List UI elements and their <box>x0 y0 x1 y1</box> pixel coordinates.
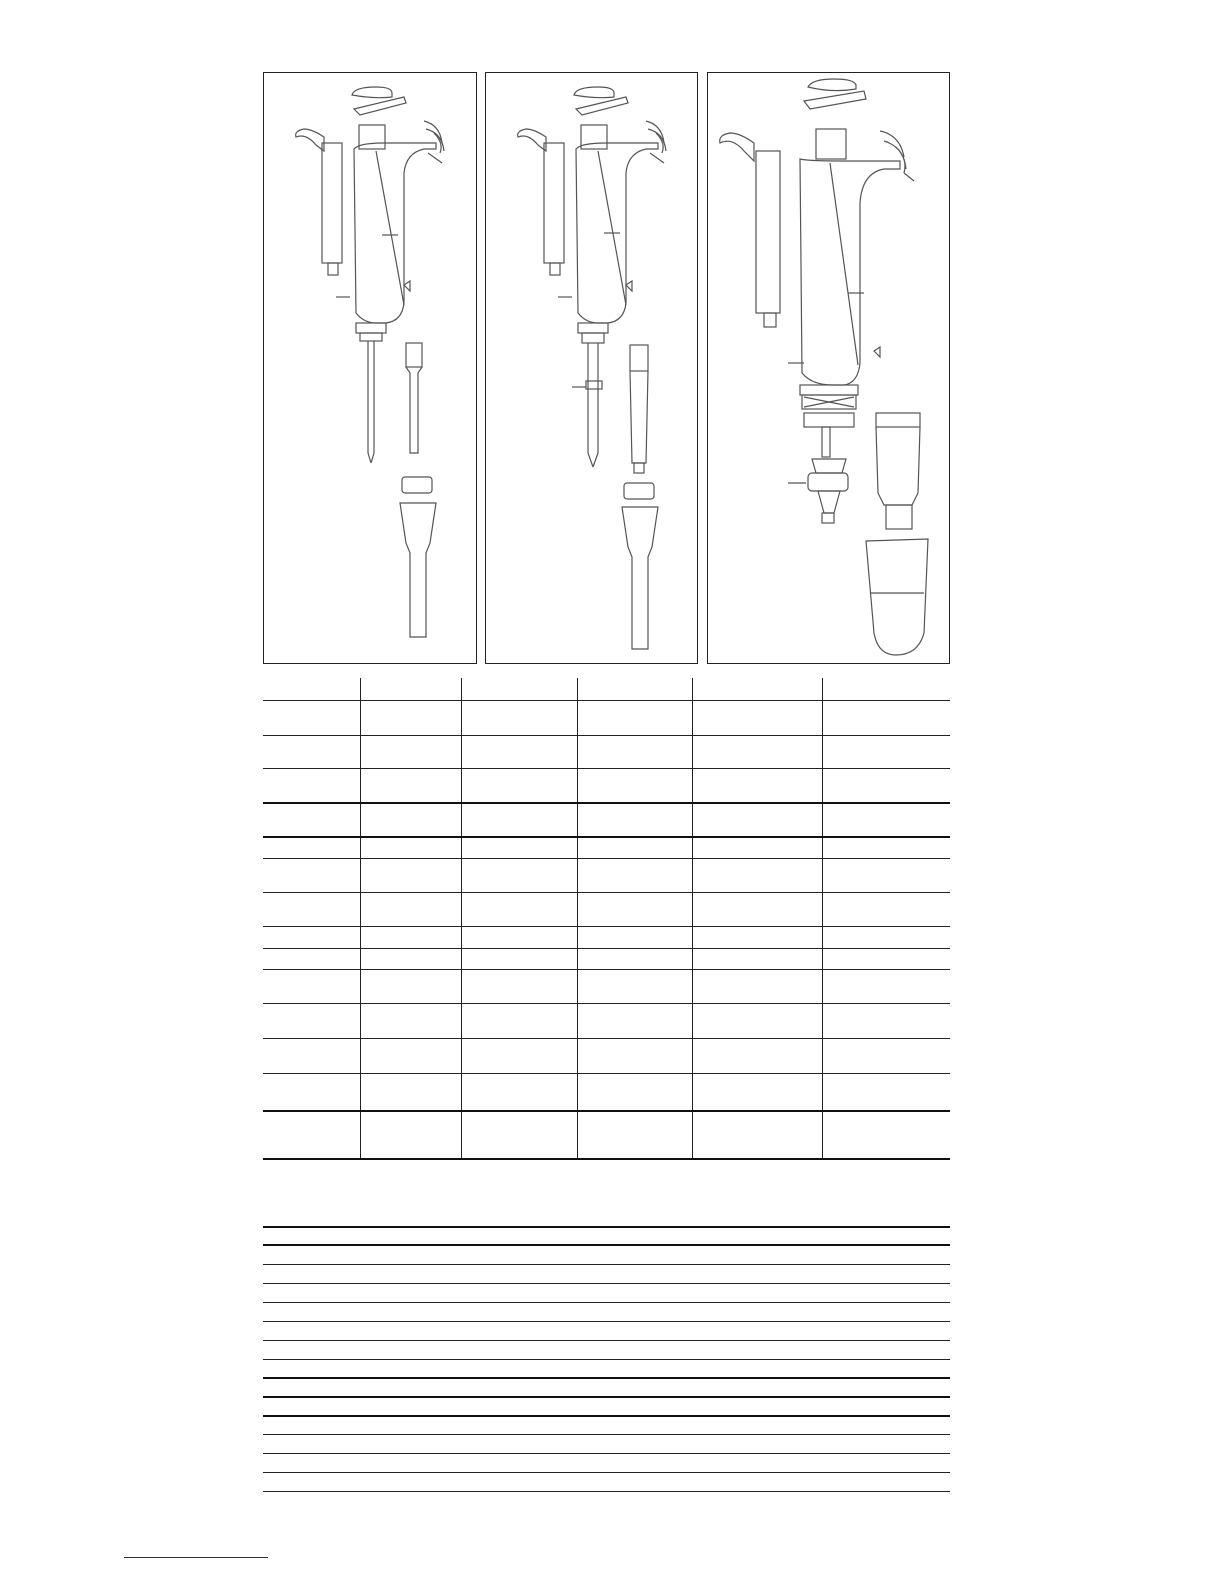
column-divider-4 <box>692 678 693 1160</box>
lower-table-row-rule <box>263 1244 950 1246</box>
table-row-rule <box>263 802 950 804</box>
lower-table-row-rule <box>263 1302 950 1303</box>
column-divider-3 <box>577 678 578 1160</box>
figure-panel-2 <box>485 72 698 664</box>
lower-table-row-rule <box>263 1359 950 1360</box>
table-row-rule <box>263 858 950 859</box>
lower-table-row-rule <box>263 1396 950 1398</box>
lower-table-top-rule <box>263 1226 950 1228</box>
lower-table-row-rule <box>263 1377 950 1379</box>
table-row-rule <box>263 892 950 893</box>
table-row-rule <box>263 1110 950 1112</box>
table-bottom-rule <box>263 1158 950 1160</box>
figure-panel-1 <box>263 72 477 664</box>
lower-table-row-rule <box>263 1321 950 1322</box>
table-row-rule <box>263 1003 950 1004</box>
lower-table-row-rule <box>263 1434 950 1435</box>
table-row-rule <box>263 948 950 949</box>
table-row-rule <box>263 836 950 838</box>
table-row-rule <box>263 768 950 769</box>
lower-table-row-rule <box>263 1415 950 1417</box>
footnote-separator <box>124 1557 268 1558</box>
lower-table-row-rule <box>263 1283 950 1284</box>
table-row-rule <box>263 1038 950 1039</box>
table-row-rule <box>263 1073 950 1074</box>
lower-table-row-rule <box>263 1453 950 1454</box>
pipette-exploded-drawing-2 <box>486 73 699 665</box>
table-row-rule <box>263 969 950 970</box>
figure-panel-3 <box>707 72 950 664</box>
pipette-exploded-drawing-3 <box>708 73 951 665</box>
column-divider-1 <box>360 678 361 1160</box>
pipette-exploded-drawing-1 <box>264 73 478 665</box>
lower-table-bottom-rule <box>263 1491 950 1492</box>
table-row-rule <box>263 735 950 736</box>
lower-table <box>263 1224 950 1494</box>
column-divider-5 <box>822 678 823 1160</box>
table-row-rule <box>263 700 950 701</box>
table-row-rule <box>263 926 950 927</box>
lower-table-row-rule <box>263 1340 950 1341</box>
lower-table-row-rule <box>263 1472 950 1473</box>
parts-table <box>263 678 950 1160</box>
column-divider-2 <box>461 678 462 1160</box>
lower-table-row-rule <box>263 1264 950 1265</box>
